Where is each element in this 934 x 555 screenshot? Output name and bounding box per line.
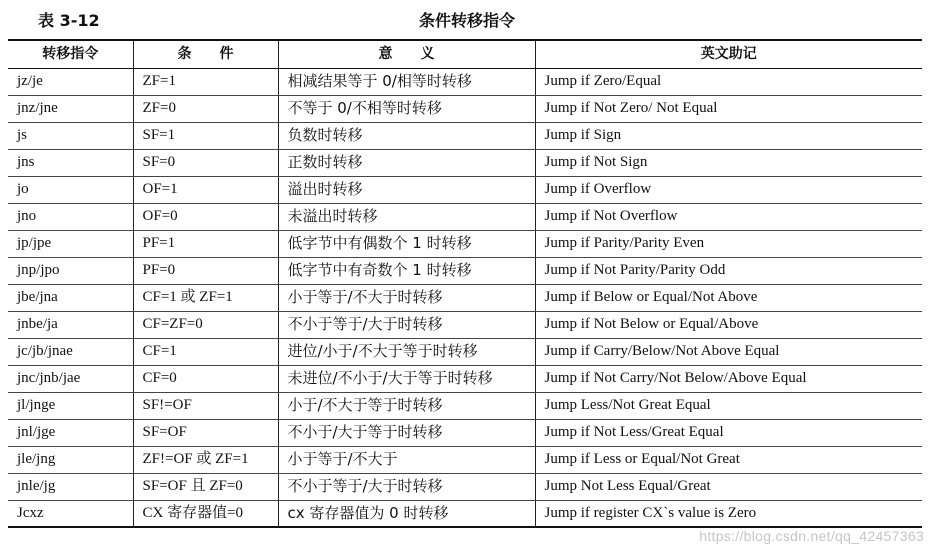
mnemonic-cell: Jump if Not Sign (535, 149, 922, 176)
meaning-cell: 相减结果等于 0/相等时转移 (278, 68, 535, 95)
instruction-cell: jnl/jge (8, 419, 133, 446)
table-row (8, 500, 922, 527)
meaning-cell: 小于等于/不大于时转移 (278, 284, 535, 311)
mnemonic-cell: Jump if Not Parity/Parity Odd (535, 257, 922, 284)
instruction-cell: jnc/jnb/jae (8, 365, 133, 392)
table-number: 表 3-12 (38, 11, 100, 30)
table-row (8, 122, 922, 149)
mnemonic-cell: Jump if Parity/Parity Even (535, 230, 922, 257)
mnemonic-cell: Jump Less/Not Great Equal (535, 392, 922, 419)
mnemonic-cell: Jump if Not Below or Equal/Above (535, 311, 922, 338)
condition-cell: OF=1 (133, 176, 278, 203)
mnemonic-cell: Jump if Sign (535, 122, 922, 149)
mnemonic-cell: Jump if Zero/Equal (535, 68, 922, 95)
table-row (8, 257, 922, 284)
instruction-cell: jns (8, 149, 133, 176)
table-row (8, 230, 922, 257)
mnemonic-cell: Jump if Less or Equal/Not Great (535, 446, 922, 473)
table-row (8, 446, 922, 473)
mnemonic-cell: Jump if Not Less/Great Equal (535, 419, 922, 446)
condition-cell: SF=1 (133, 122, 278, 149)
mnemonic-cell: Jump Not Less Equal/Great (535, 473, 922, 500)
table-row (8, 203, 922, 230)
mnemonic-cell: Jump if Carry/Below/Not Above Equal (535, 338, 922, 365)
table-row (8, 95, 922, 122)
condition-cell: CF=ZF=0 (133, 311, 278, 338)
condition-cell: OF=0 (133, 203, 278, 230)
instruction-cell: jp/jpe (8, 230, 133, 257)
table-title: 条件转移指令 (418, 11, 515, 30)
meaning-cell: cx 寄存器值为 0 时转移 (278, 500, 535, 527)
header-instruction: 转移指令 (8, 40, 133, 68)
table-body (8, 68, 922, 527)
condition-cell: SF!=OF (133, 392, 278, 419)
instruction-cell: jnbe/ja (8, 311, 133, 338)
table-row (8, 176, 922, 203)
meaning-cell: 不等于 0/不相等时转移 (278, 95, 535, 122)
instruction-cell: jnp/jpo (8, 257, 133, 284)
instruction-cell: jnz/jne (8, 95, 133, 122)
meaning-cell: 低字节中有偶数个 1 时转移 (278, 230, 535, 257)
instruction-cell: jc/jb/jnae (8, 338, 133, 365)
condition-cell: ZF=1 (133, 68, 278, 95)
condition-cell: CX 寄存器值=0 (133, 500, 278, 527)
header-mnemonic: 英文助记 (535, 40, 922, 68)
meaning-cell: 小于/不大于等于时转移 (278, 392, 535, 419)
watermark: https://blog.csdn.net/qq_42457363 (699, 528, 924, 544)
meaning-cell: 正数时转移 (278, 149, 535, 176)
table-row (8, 392, 922, 419)
instruction-cell: jle/jng (8, 446, 133, 473)
table-row (8, 419, 922, 446)
header-condition: 条 件 (133, 40, 278, 68)
meaning-cell: 未溢出时转移 (278, 203, 535, 230)
instruction-cell: jo (8, 176, 133, 203)
table-row (8, 311, 922, 338)
conditional-jump-table (8, 39, 922, 528)
instruction-cell: jl/jnge (8, 392, 133, 419)
meaning-cell: 负数时转移 (278, 122, 535, 149)
header-row (8, 40, 922, 68)
meaning-cell: 未进位/不小于/大于等于时转移 (278, 365, 535, 392)
condition-cell: CF=1 (133, 338, 278, 365)
meaning-cell: 低字节中有奇数个 1 时转移 (278, 257, 535, 284)
instruction-cell: jno (8, 203, 133, 230)
condition-cell: CF=1 或 ZF=1 (133, 284, 278, 311)
condition-cell: SF=0 (133, 149, 278, 176)
header-meaning: 意 义 (278, 40, 535, 68)
instruction-cell: jz/je (8, 68, 133, 95)
mnemonic-cell: Jump if Not Carry/Not Below/Above Equal (535, 365, 922, 392)
mnemonic-cell: Jump if Not Zero/ Not Equal (535, 95, 922, 122)
meaning-cell: 进位/小于/不大于等于时转移 (278, 338, 535, 365)
instruction-cell: Jcxz (8, 500, 133, 527)
condition-cell: ZF!=OF 或 ZF=1 (133, 446, 278, 473)
condition-cell: ZF=0 (133, 95, 278, 122)
table-row (8, 284, 922, 311)
meaning-cell: 溢出时转移 (278, 176, 535, 203)
meaning-cell: 不小于/大于等于时转移 (278, 419, 535, 446)
condition-cell: SF=OF (133, 419, 278, 446)
mnemonic-cell: Jump if Below or Equal/Not Above (535, 284, 922, 311)
condition-cell: PF=0 (133, 257, 278, 284)
meaning-cell: 不小于等于/大于时转移 (278, 311, 535, 338)
meaning-cell: 不小于等于/大于时转移 (278, 473, 535, 500)
table-row (8, 68, 922, 95)
table-row (8, 473, 922, 500)
table-row (8, 365, 922, 392)
condition-cell: SF=OF 且 ZF=0 (133, 473, 278, 500)
meaning-cell: 小于等于/不大于 (278, 446, 535, 473)
mnemonic-cell: Jump if Overflow (535, 176, 922, 203)
instruction-cell: jnle/jg (8, 473, 133, 500)
table-row (8, 149, 922, 176)
instruction-cell: js (8, 122, 133, 149)
mnemonic-cell: Jump if Not Overflow (535, 203, 922, 230)
mnemonic-cell: Jump if register CX`s value is Zero (535, 500, 922, 527)
instruction-cell: jbe/jna (8, 284, 133, 311)
condition-cell: CF=0 (133, 365, 278, 392)
condition-cell: PF=1 (133, 230, 278, 257)
table-row (8, 338, 922, 365)
